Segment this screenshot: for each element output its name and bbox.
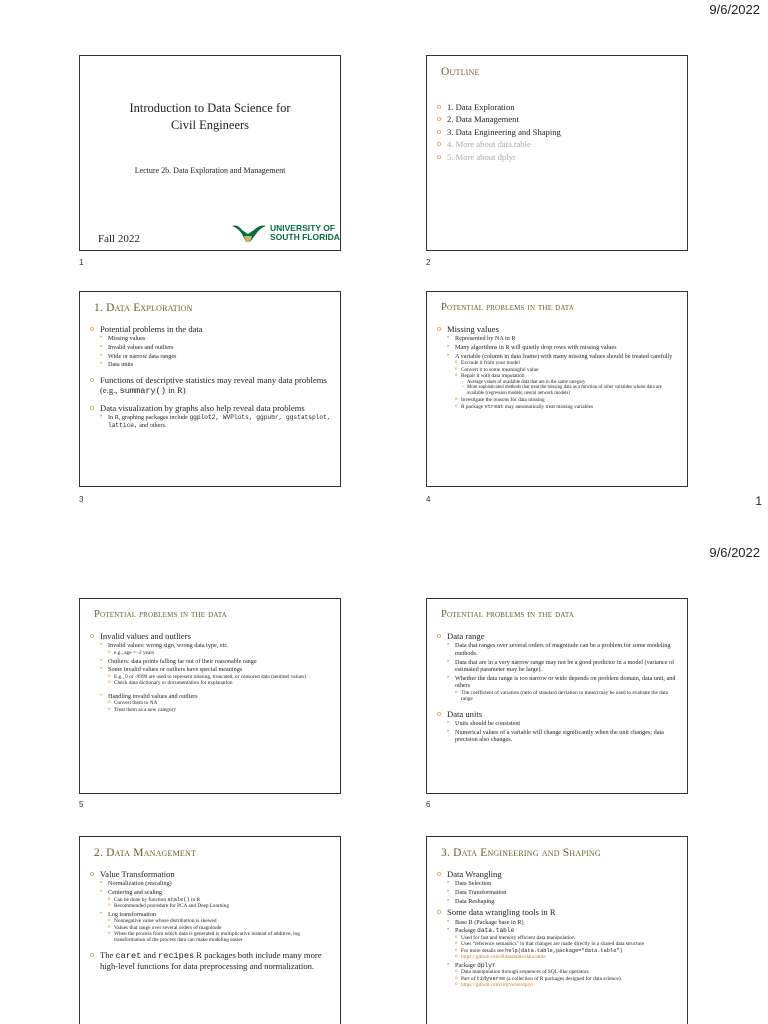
list-item: • Handling invalid values and outliers (90, 693, 332, 701)
text: The (100, 949, 116, 960)
list-item: • Log transformation (90, 911, 332, 919)
text: and (141, 949, 159, 960)
outline-list (437, 100, 679, 162)
text: Package (455, 927, 478, 935)
slide-7-data-management (79, 836, 341, 1024)
list-item: – More sophisticated methods that treat the missing data as a function of other variables whose data are available (regression models, neural network models) (437, 385, 679, 397)
list-item: o 3. Data Engineering and Shaping (437, 127, 679, 137)
list-item (437, 404, 679, 410)
code-text: dplyr (477, 961, 496, 969)
slide-number: 1 (79, 258, 84, 267)
list-item: o 1. Data Exploration (437, 102, 679, 112)
code-text: tidyverse (476, 975, 506, 982)
lecture-subtitle: Lecture 2b. Data Exploration and Management (134, 166, 286, 175)
list-item: o Treat them as a new category (90, 707, 332, 713)
code-text: recipes (158, 950, 195, 961)
term-label: Fall 2022 (98, 233, 140, 245)
list-item: • Numerical values of a variable will change significantly when the unit changes; data precision also changes. (437, 729, 679, 744)
list-item: o E.g., 0 or -9999 are used to represent missing, truncated, or censored data (sentinel values) (90, 674, 332, 680)
code-text: ggplot2, WVPlots, ggpubr, ggstatsplot, lattice, (108, 414, 331, 429)
code-text: data.table (477, 927, 515, 935)
slide-title: 3. Data Engineering and Shaping (441, 847, 601, 859)
slide-5-invalid-values (79, 598, 341, 794)
text: Functions of descriptive statistics may reveal many data problems (e.g., (100, 374, 327, 396)
list-item: o 4. More about data.table (437, 139, 679, 149)
list-item: o Convert them to NA (90, 700, 332, 706)
logo-text (270, 224, 340, 243)
list-item: o Nonnegative value whose distribution is skewed (90, 918, 332, 924)
slide-title: Potential problems in the data (441, 302, 574, 313)
list-item (90, 950, 332, 972)
list-item: • Represented by NA in R (437, 335, 679, 343)
list-item: • Missing values (90, 335, 332, 343)
list-item: • Wide or narrow data ranges (90, 353, 332, 361)
slide-title (80, 100, 340, 134)
page-date: 9/6/2022 (709, 545, 760, 560)
list-item: o Exclude it from your model (437, 360, 679, 366)
list-item (437, 927, 679, 935)
slide-3-data-exploration (79, 291, 341, 487)
text: and others. (137, 421, 167, 429)
slide-body (437, 867, 679, 989)
text: in R) (166, 385, 186, 396)
slide-body (90, 322, 332, 429)
list-item: • Data Selection (437, 880, 679, 888)
list-item: o When the process from which data is generated is multiplicative instead of additive, log transformation of the process data can make modeling easier (90, 931, 332, 944)
list-item: o Missing values (437, 324, 679, 334)
bull-icon (230, 222, 268, 244)
list-item: o Used for fast and memory efficient data manipulation (437, 935, 679, 941)
text: Can be done by function (114, 896, 168, 903)
list-item: o Investigate the reasons for data missing (437, 397, 679, 403)
slide-title: 1. Data Exploration (94, 302, 193, 314)
logo-line-2: SOUTH FLORIDA (270, 232, 340, 243)
list-item: o Data manipulation through sequences of SQL-like operators (437, 969, 679, 975)
slide-2-outline (426, 55, 688, 251)
title-line-2: Civil Engineers (170, 117, 250, 132)
list-item: o 5. More about dplyr (437, 152, 679, 162)
list-item: • Data that are in a very narrow range may not be a good predictor in a model (variance of estimated parameter may be large). (437, 659, 679, 674)
list-item: o The coefficient of variation (ratio of standard deviation to mean) may be used to evaluate the data range (437, 690, 679, 703)
list-item: • Invalid values: wrong sign, wrong data type, etc. (90, 642, 332, 650)
slide-title: Potential problems in the data (441, 609, 574, 620)
list-item: • Data units (90, 361, 332, 369)
code-text: summary() (119, 386, 166, 397)
slide-number: 4 (426, 495, 431, 504)
list-item: • Invalid values and outliers (90, 344, 332, 352)
list-item: • Units should be consistent (437, 720, 679, 728)
page-date: 9/6/2022 (709, 2, 760, 17)
list-item: o Uses "reference semantics" in that changes are made directly in a shared data structure (437, 941, 679, 947)
dplyr-link[interactable]: o https://github.com/tidyverse/dplyr (437, 982, 679, 988)
list-item: o Repair it with data imputation (437, 373, 679, 379)
slide-number: 2 (426, 258, 431, 267)
slide-1-title (79, 55, 341, 251)
text: Part of (461, 975, 477, 982)
list-item: o 2. Data Management (437, 114, 679, 124)
list-item: o Data visualization by graphs also help reveal data problems (90, 403, 332, 413)
code-text: scale() (167, 896, 190, 903)
text: (a collection of R packages designed for data science). (505, 975, 622, 982)
text: In R, graphing packages include (108, 414, 190, 422)
list-item: • Data Transformation (437, 889, 679, 897)
slide-number: 3 (79, 495, 84, 504)
slide-body (437, 322, 679, 410)
list-item: • Base R (Package base in R) (437, 919, 679, 927)
list-item (90, 375, 332, 397)
slide-body (90, 629, 332, 713)
list-item: o Recommended procedure for PCA and Deep Learning (90, 903, 332, 909)
list-item: o Potential problems in the data (90, 324, 332, 334)
list-item: o Convert it to some meaningful value (437, 367, 679, 373)
text: For more details see (461, 947, 506, 954)
list-item: o Data units (437, 709, 679, 719)
slide-number: 5 (79, 800, 84, 809)
list-item: • Centering and scaling (90, 889, 332, 897)
slide-body (437, 629, 679, 744)
slide-8-data-engineering (426, 836, 688, 1024)
page-number: 1 (755, 494, 762, 508)
list-item: • Normalization (rescaling) (90, 880, 332, 888)
list-item: • A variable (column in data frame) with many missing values should be treated carefully (437, 353, 679, 361)
logo-line-1: UNIVERSITY OF (270, 223, 336, 233)
list-item: o Value Transformation (90, 869, 332, 879)
text: may automatically treat missing variables (503, 403, 594, 410)
text: R packages both include many more high-level functions for data preprocessing and normalization. (100, 949, 322, 972)
list-item: • Whether the data range is too narrow or wide depends on problem domain, data unit, and others (437, 675, 679, 690)
list-item: • Some invalid values or outliers have special meanings (90, 666, 332, 674)
list-item: • Data that ranges over several orders of magnitude can be a problem for some modeling methods. (437, 642, 679, 657)
list-item: o e.g., age = -2 years (90, 650, 332, 656)
list-item: • Outliers: data points falling far out of their reasonable range (90, 658, 332, 666)
text: in R (189, 896, 200, 903)
list-item: o Invalid values and outliers (90, 631, 332, 641)
code-text: caret (115, 950, 142, 961)
list-item: o Values that range over several orders of magnitude (90, 925, 332, 931)
list-item: • Data Reshaping (437, 898, 679, 906)
slide-number: 6 (426, 800, 431, 809)
code-text: help(data.table,package="data.table") (505, 947, 623, 954)
slide-title: Outline (441, 66, 480, 78)
list-item: o Check data dictionary or documentation for explanation (90, 680, 332, 686)
list-item: o Data range (437, 631, 679, 641)
slide-body (90, 867, 332, 972)
slide-6-data-range (426, 598, 688, 794)
title-line-1: Introduction to Data Science for (129, 101, 291, 115)
usf-logo (230, 220, 340, 250)
list-item: • Many algorithms in R will quietly drop rows with missing values (437, 344, 679, 352)
slide-title: Potential problems in the data (94, 609, 227, 620)
datatable-link[interactable]: o https://github.com/Rdatatable/data.table (437, 954, 679, 960)
slide-title: 2. Data Management (94, 847, 197, 859)
slide-4-missing-values (426, 291, 688, 487)
list-item (90, 414, 332, 429)
list-item: – Average values of available data that are in the same category (437, 380, 679, 386)
list-item: o Data Wrangling (437, 869, 679, 879)
code-text: vtreat (484, 403, 504, 410)
list-item: o Some data wrangling tools in R (437, 907, 679, 917)
text: Package (455, 961, 478, 969)
text: R package (461, 403, 485, 410)
